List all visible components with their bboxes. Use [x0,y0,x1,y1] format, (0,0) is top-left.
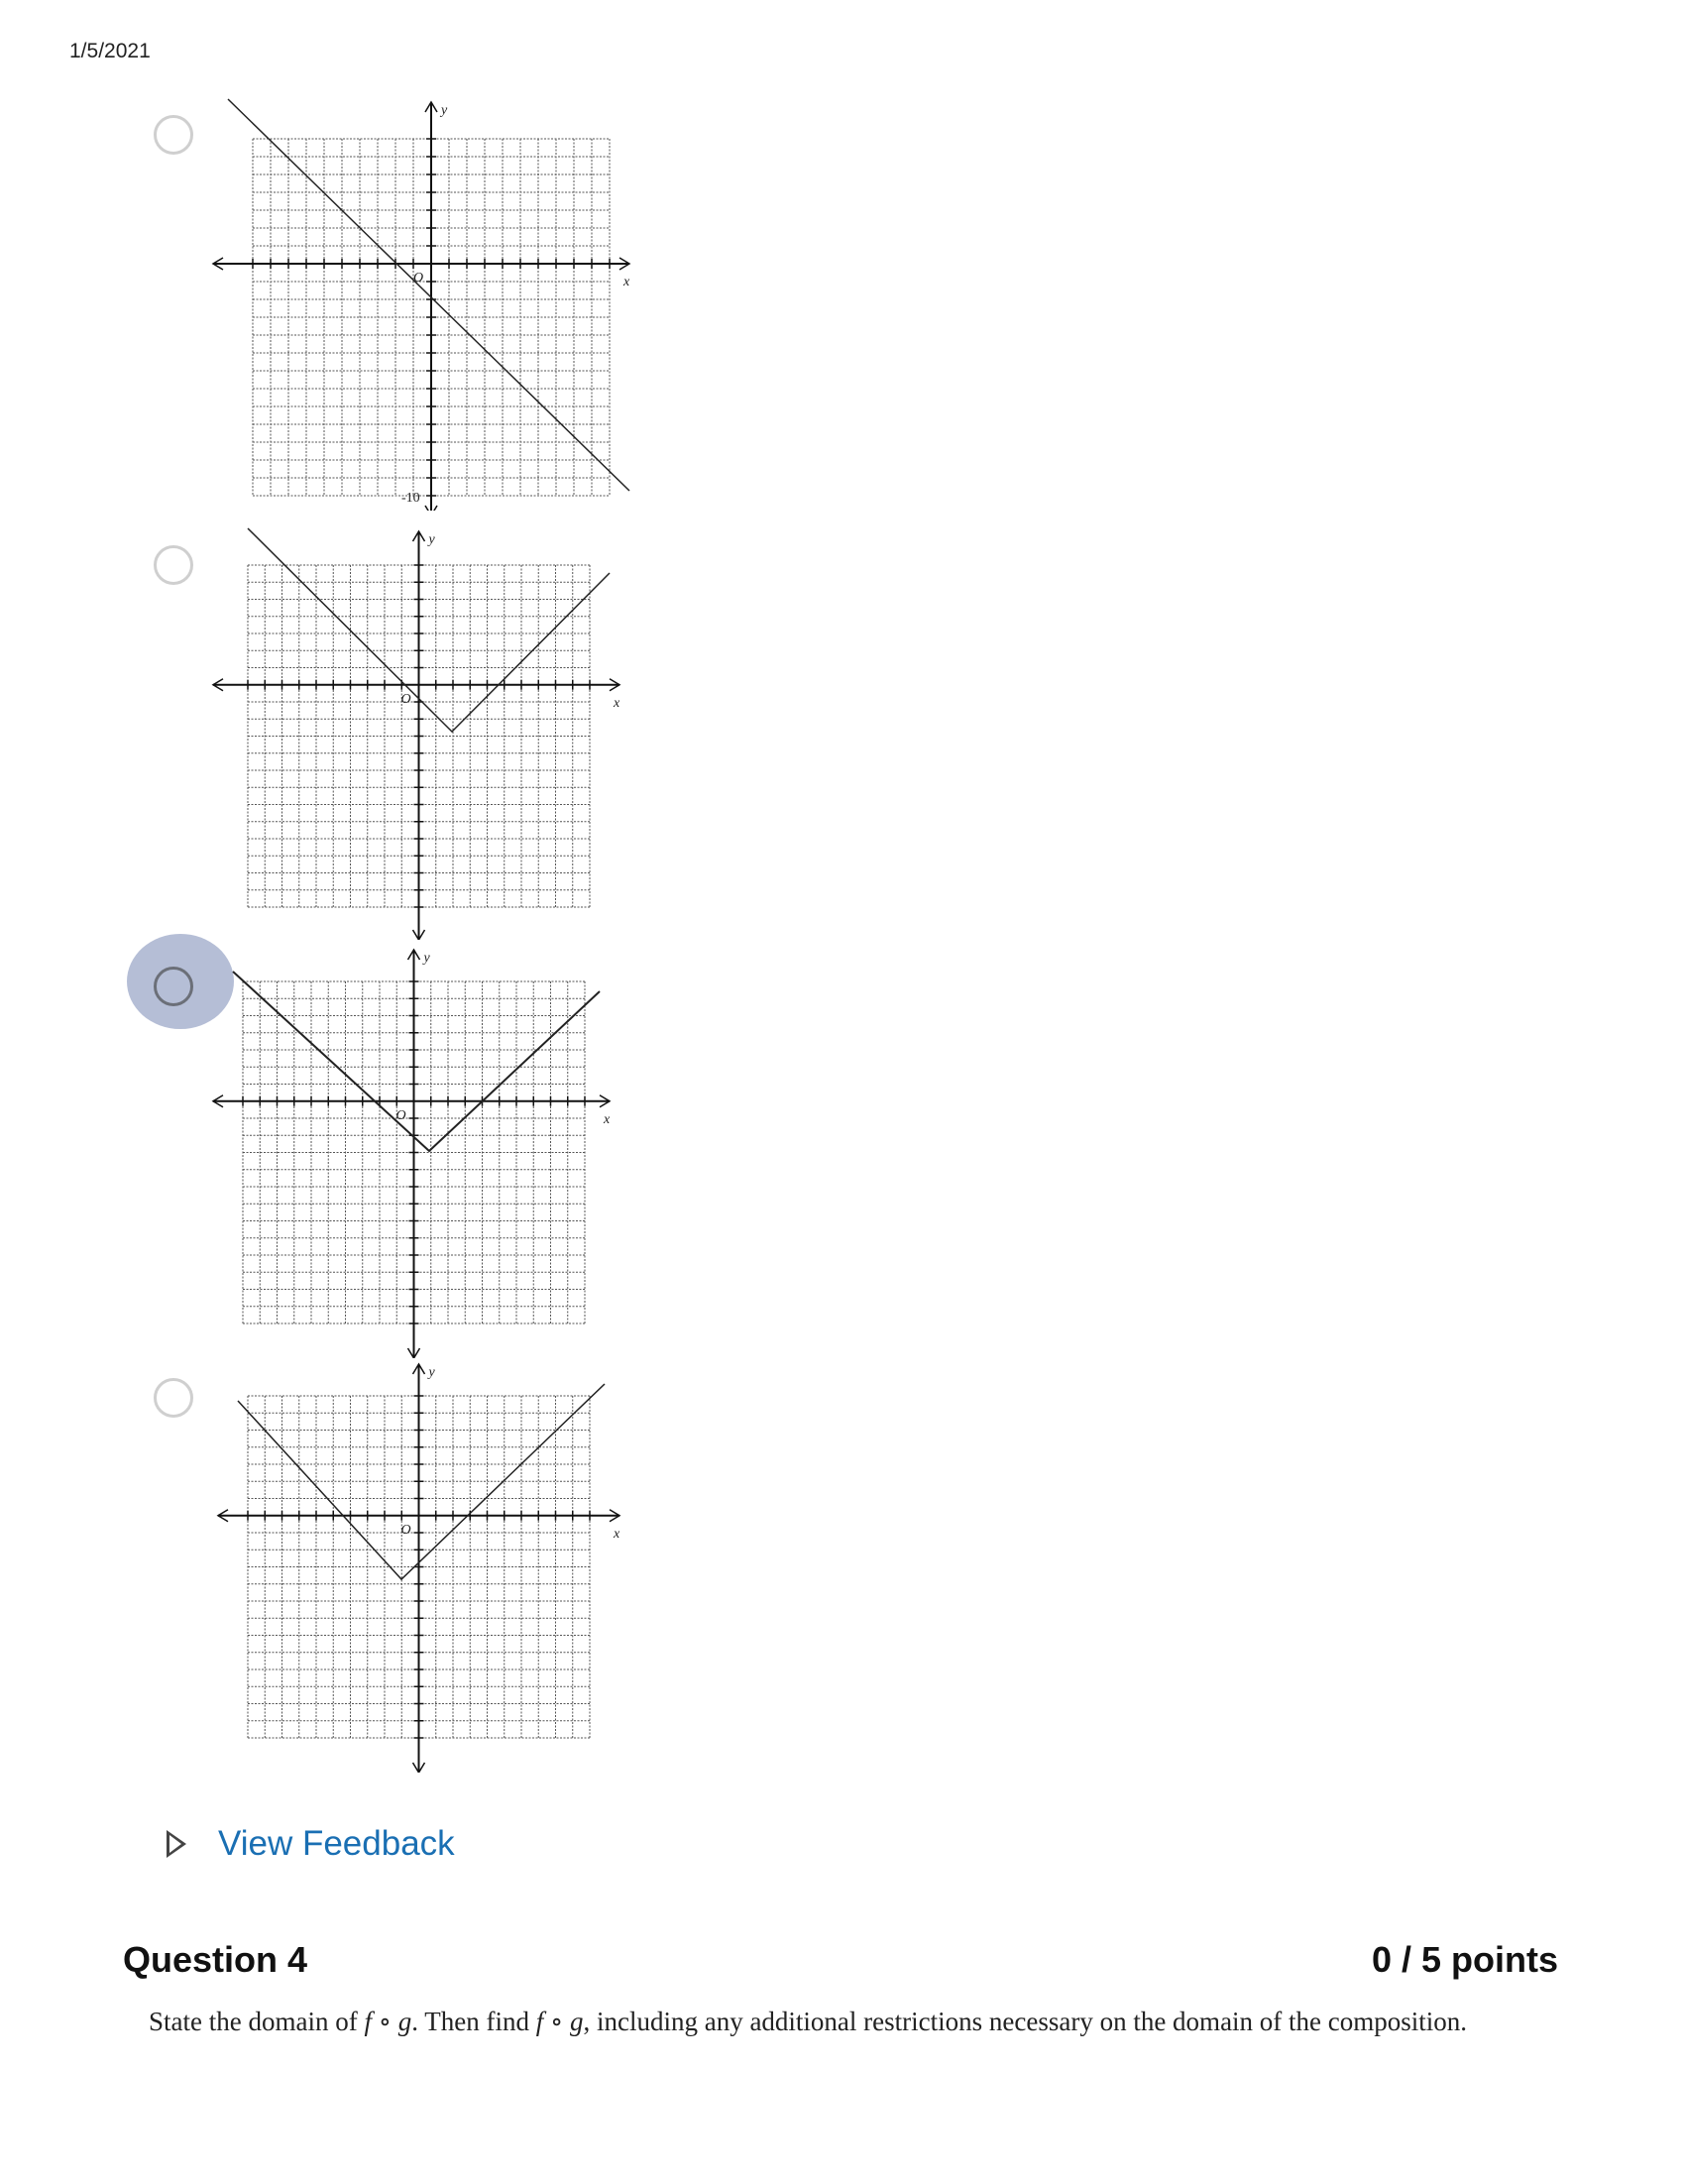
origin-label: O [413,271,424,286]
graph-option-c [203,942,639,1358]
view-feedback-toggle[interactable] [167,1824,455,1864]
radio-button-c[interactable] [154,967,193,1006]
q-text-compose-op: ∘ [543,2007,570,2036]
q-text-g: g [569,2007,584,2036]
question-points: 0 / 5 points [1371,1939,1558,1980]
origin-label: O [400,691,411,707]
print-date: 1/5/2021 [69,40,151,62]
graph-d-svg [208,1356,644,1773]
x-axis-label: x [614,695,620,711]
graph-option-b [208,523,644,940]
axes [213,102,629,511]
q-text-part: . Then find [411,2007,536,2036]
radio-button-b[interactable] [154,545,193,585]
radio-button-a[interactable] [154,115,193,155]
q-text-part: , including any additional restrictions necessary on the domain of the composition. [583,2007,1468,2036]
origin-label: O [395,1107,406,1123]
q-text-f: f [535,2007,544,2036]
view-feedback-label: View Feedback [218,1824,455,1863]
x-axis-label: x [614,1526,620,1542]
q-text-part: State the domain of [149,2007,365,2036]
y-axis-label: y [423,951,430,966]
graph-option-d [208,1356,644,1773]
graph-a-svg [208,94,644,511]
axes [218,1364,619,1773]
x-axis-label: x [623,275,630,289]
expand-triangle-icon [167,1830,186,1858]
q-text-compose-op: ∘ [371,2007,398,2036]
question-text [149,2007,1467,2037]
graph-c-svg [203,942,639,1358]
radio-button-d[interactable] [154,1378,193,1418]
y-tick-label: -10 [401,491,420,506]
origin-label: O [400,1522,411,1538]
graph-b-svg [208,523,644,940]
q-text-g: g [397,2007,412,2036]
question-title: Question 4 [123,1939,308,1980]
y-axis-label: y [428,532,435,547]
y-axis-label: y [428,1365,435,1380]
graph-option-a [208,94,644,511]
y-axis-label: y [441,103,448,118]
q-text-f: f [364,2007,372,2036]
x-axis-label: x [604,1111,611,1127]
